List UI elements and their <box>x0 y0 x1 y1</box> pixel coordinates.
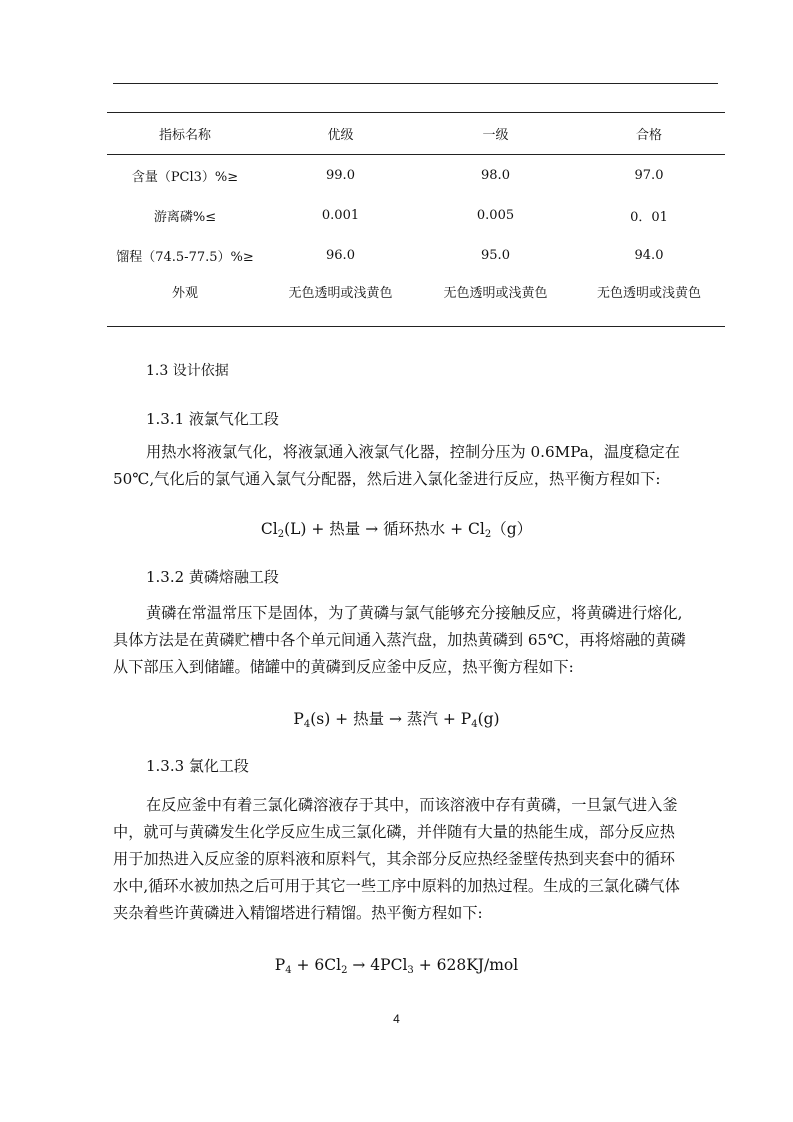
eq-subscript: 4 <box>471 719 478 730</box>
table-header-cell: 优级 <box>263 113 418 155</box>
table-cell: 无色透明或浅黄色 <box>263 276 418 327</box>
eq-subscript: 2 <box>277 529 285 540</box>
equation <box>0 517 793 540</box>
subsection-heading: 1.3.3 氯化工段 <box>146 757 249 775</box>
paragraph-line: 用于加热进入反应釜的原料液和原料气，其余部分反应热经釜壁传热到夹套中的循环 <box>113 850 675 868</box>
eq-part: P <box>293 710 304 728</box>
table-cell: 94.0 <box>634 248 664 264</box>
eq-part: P <box>274 956 286 974</box>
table-cell: 无色透明或浅黄色 <box>418 276 573 327</box>
eq-subscript: 2 <box>484 529 492 540</box>
eq-part: Cl <box>260 520 278 538</box>
table-row <box>107 195 725 236</box>
eq-part: （g） <box>491 520 533 538</box>
paragraph-line: 水中,循环水被加热之后可用于其它一些工序中原料的加热过程。生成的三氯化磷气体 <box>113 877 680 895</box>
table-cell: 96.0 <box>326 248 355 264</box>
eq-subscript: 2 <box>341 965 348 976</box>
page-number: 4 <box>393 1012 400 1026</box>
paragraph <box>113 600 693 681</box>
eq-part: (L) + 热量 → 循环热水 + Cl <box>284 520 485 538</box>
table-cell: 95.0 <box>481 248 510 264</box>
paragraph-line: 具体方法是在黄磷贮槽中各个单元间通入蒸汽盘，加热黄磷到 65℃，再将熔融的黄磷 <box>113 631 686 649</box>
equation <box>0 956 793 976</box>
table-cell: 97.0 <box>634 167 664 183</box>
eq-part: (s) + 热量 → 蒸汽 + P <box>310 710 472 728</box>
paragraph-line: 用热水将液氯气化，将液氯通入液氯气化器，控制分压为 0.6MPa，温度稳定在 <box>146 443 680 461</box>
eq-subscript: 4 <box>285 965 292 976</box>
eq-part: → 4PCl <box>347 956 408 974</box>
paragraph-line: 在反应釜中有着三氯化磷溶液存于其中，而该溶液中存有黄磷，一旦氯气进入釜 <box>146 796 678 814</box>
table-cell: 外观 <box>107 276 263 327</box>
table-row <box>107 155 725 196</box>
eq-part: (g) <box>477 710 500 728</box>
table-cell: 游离磷%≤ <box>153 209 217 225</box>
table-header-cell: 合格 <box>573 113 725 155</box>
table-cell: 99.0 <box>326 167 355 183</box>
table-cell: 含量（PCl3）%≥ <box>131 169 239 185</box>
paragraph-line: 中，就可与黄磷发生化学反应生成三氯化磷，并伴随有大量的热能生成，部分反应热 <box>113 823 675 841</box>
paragraph <box>113 439 693 493</box>
paragraph-line: 黄磷在常温常压下是固体，为了黄磷与氯气能够充分接触反应，将黄磷进行熔化, <box>146 604 683 622</box>
eq-part: + 6Cl <box>291 956 342 974</box>
table-cell: 0.005 <box>476 207 515 223</box>
table-cell: 0.001 <box>321 207 360 223</box>
table-cell: 98.0 <box>481 167 510 183</box>
subsection-heading: 1.3.1 液氯气化工段 <box>146 410 279 428</box>
table-row <box>107 236 725 277</box>
subsection-heading: 1.3.2 黄磷熔融工段 <box>146 568 279 586</box>
paragraph-line: 夹杂着些许黄磷进入精馏塔进行精馏。热平衡方程如下: <box>113 904 483 922</box>
spec-table <box>107 112 725 327</box>
table-cell: 无色透明或浅黄色 <box>573 276 725 327</box>
table-header-cell: 指标名称 <box>107 113 263 155</box>
table-header-cell: 一级 <box>418 113 573 155</box>
table-row <box>107 276 725 327</box>
paragraph-line: 50℃,气化后的氯气通入氯气分配器，然后进入氯化釜进行反应，热平衡方程如下: <box>113 470 661 488</box>
paragraph-line: 从下部压入到储罐。储罐中的黄磷到反应釜中反应，热平衡方程如下: <box>113 658 574 676</box>
table-cell: 0．01 <box>630 209 668 225</box>
equation <box>0 707 793 730</box>
paragraph <box>113 792 693 927</box>
eq-subscript: 4 <box>303 719 311 730</box>
table-cell: 馏程（74.5-77.5）%≥ <box>116 250 254 266</box>
section-heading: 1.3 设计依据 <box>146 363 229 379</box>
eq-part: + 628KJ/mol <box>413 956 519 974</box>
eq-subscript: 3 <box>407 965 414 976</box>
table-header-row <box>107 113 725 155</box>
header-rule <box>113 83 718 84</box>
